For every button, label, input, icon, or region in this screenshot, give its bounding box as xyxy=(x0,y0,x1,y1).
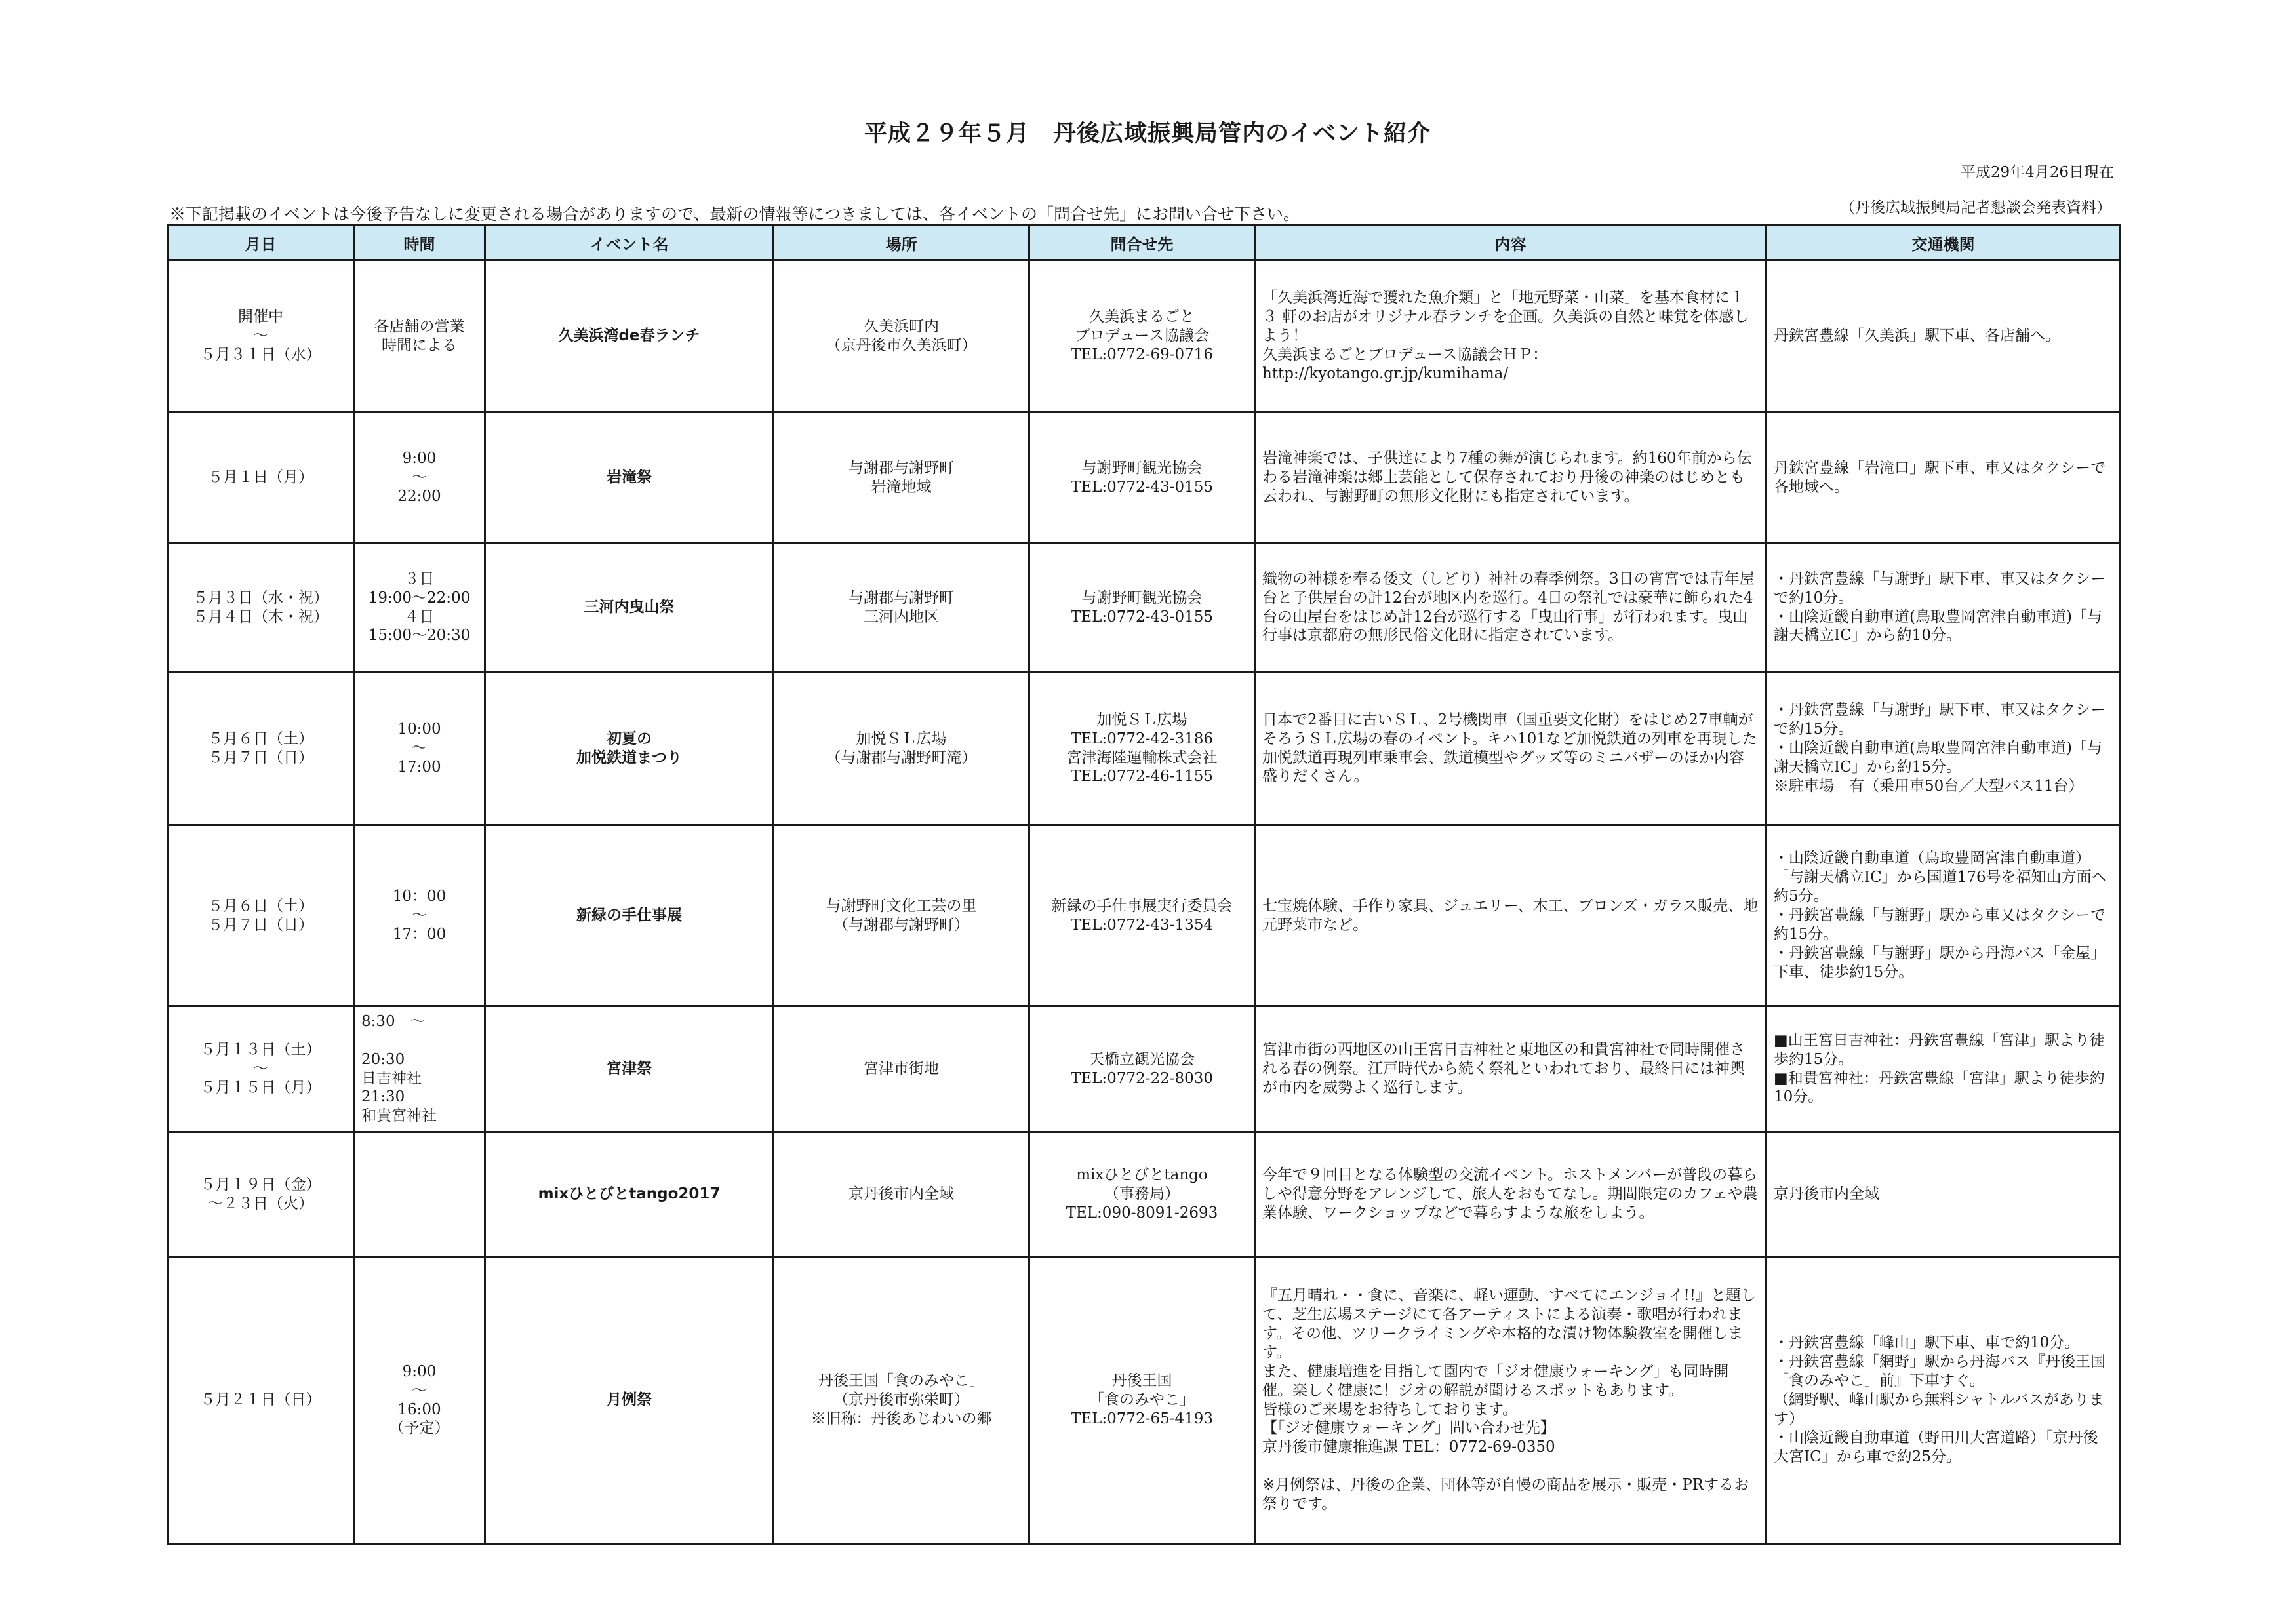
cell-content: 「久美浜湾近海で獲れた魚介類」と「地元野菜・山菜」を基本食材に１３ 軒のお店がオリジナル春ランチを企画。久美浜の自然と味覚を体感しよう！ 久美浜まるごとプロデュース協議会ＨＰ： http://kyotango.gr.jp/kumihama/ xyxy=(1255,260,1766,412)
cell-content: 『五月晴れ・・食に、音楽に、軽い運動、すべてにエンジョイ!!』と題して、芝生広場ステージにて各アーティストによる演奏・歌唱が行われます。その他、ツリークライミングや本格的な漬け物体験教室を開催します。 また、健康増進を目指して園内で「ジオ健康ウォーキング」も同時開催。楽しく健康に！ジオの解説が聞けるスポットもあります。 皆様のご来場をお待ちしております。 【「ジオ健康ウォーキング」問い合わせ先】 京丹後市健康推進課 TEL：0772-69-0350 ※月例祭は、丹後の企業、団体等が自慢の商品を展示・販売・PRするお祭りです。 xyxy=(1255,1257,1766,1544)
cell-date: ５月１３日（土） ～ ５月１５日（月） xyxy=(168,1006,354,1132)
column-header-time: 時間 xyxy=(354,226,485,260)
cell-event-name: 岩滝祭 xyxy=(485,412,774,544)
cell-event-name: 三河内曳山祭 xyxy=(485,544,774,672)
table-row xyxy=(168,1257,2121,1544)
cell-date: 開催中 ～ ５月３１日（水） xyxy=(168,260,354,412)
cell-contact: 丹後王国 「食のみやこ」 TEL:0772-65-4193 xyxy=(1029,1257,1255,1544)
cell-place: 京丹後市内全域 xyxy=(774,1132,1029,1257)
column-header-event-name: イベント名 xyxy=(485,226,774,260)
cell-event-name: mixひとびとtango2017 xyxy=(485,1132,774,1257)
cell-time: 8:30 ～ 20:30 日吉神社 21:30 和貴宮神社 xyxy=(354,1006,485,1132)
table-row xyxy=(168,1006,2121,1132)
cell-date: ５月１９日（金） ～２３日（火） xyxy=(168,1132,354,1257)
column-header-contact: 問合せ先 xyxy=(1029,226,1255,260)
cell-access: 丹鉄宮豊線「岩滝口」駅下車、車又はタクシーで各地域へ。 xyxy=(1766,412,2121,544)
table-row xyxy=(168,825,2121,1006)
column-header-access: 交通機関 xyxy=(1766,226,2121,260)
table-row xyxy=(168,672,2121,825)
cell-access: 京丹後市内全域 xyxy=(1766,1132,2121,1257)
cell-contact: 久美浜まるごと プロデュース協議会 TEL:0772-69-0716 xyxy=(1029,260,1255,412)
table-header-row xyxy=(168,226,2121,260)
cell-event-name: 宮津祭 xyxy=(485,1006,774,1132)
cell-event-name: 久美浜湾de春ランチ xyxy=(485,260,774,412)
cell-time: 9:00 ～ 16:00 （予定） xyxy=(354,1257,485,1544)
table-row xyxy=(168,1132,2121,1257)
table-row xyxy=(168,544,2121,672)
column-header-content: 内容 xyxy=(1255,226,1766,260)
cell-content: 七宝焼体験、手作り家具、ジュエリー、木工、ブロンズ・ガラス販売、地元野菜市など。 xyxy=(1255,825,1766,1006)
table-row xyxy=(168,260,2121,412)
cell-contact: 与謝野町観光協会 TEL:0772-43-0155 xyxy=(1029,544,1255,672)
cell-content: 日本で2番目に古いＳＬ、2号機関車（国重要文化財）をはじめ27車輌がそろうＳＬ広場の春のイベント。キハ101など加悦鉄道の列車を再現した加悦鉄道再現列車乗車会、鉄道模型やグッズ等のミニバザーのほか内容盛りだくさん。 xyxy=(1255,672,1766,825)
cell-time: 9:00 ～ 22:00 xyxy=(354,412,485,544)
cell-access: 丹鉄宮豊線「久美浜」駅下車、各店舗へ。 xyxy=(1766,260,2121,412)
cell-time: ３日 19:00～22:00 ４日 15:00～20:30 xyxy=(354,544,485,672)
cell-place: 与謝郡与謝野町 岩滝地域 xyxy=(774,412,1029,544)
cell-access: ・丹鉄宮豊線「与謝野」駅下車、車又はタクシーで約10分。 ・山陰近畿自動車道(鳥取豊岡宮津自動車道)「与謝天橋立IC」から約10分。 xyxy=(1766,544,2121,672)
cell-time xyxy=(354,1132,485,1257)
cell-content: 織物の神様を奉る倭文（しどり）神社の春季例祭。3日の宵宮では青年屋台と子供屋台の計12台が地区内を巡行。4日の祭礼では豪華に飾られた4台の山屋台をはじめ計12台が巡行する「曳山行事」が行われます。曳山行事は京都府の無形民俗文化財に指定されています。 xyxy=(1255,544,1766,672)
column-header-date: 月日 xyxy=(168,226,354,260)
cell-contact: 天橋立観光協会 TEL:0772-22-8030 xyxy=(1029,1006,1255,1132)
cell-date: ５月１日（月） xyxy=(168,412,354,544)
cell-place: 与謝郡与謝野町 三河内地区 xyxy=(774,544,1029,672)
as-of-date: 平成29年4月26日現在 xyxy=(1960,164,2114,181)
cell-place: 加悦ＳＬ広場 （与謝郡与謝野町滝） xyxy=(774,672,1029,825)
cell-place: 久美浜町内 （京丹後市久美浜町） xyxy=(774,260,1029,412)
cell-contact: 与謝野町観光協会 TEL:0772-43-0155 xyxy=(1029,412,1255,544)
cell-time: 10:00 ～ 17:00 xyxy=(354,672,485,825)
events-table xyxy=(167,224,2121,1545)
cell-access: ■山王宮日吉神社：丹鉄宮豊線「宮津」駅より徒歩約15分。 ■和貴宮神社：丹鉄宮豊線「宮津」駅より徒歩約10分。 xyxy=(1766,1006,2121,1132)
cell-date: ５月６日（土） ５月７日（日） xyxy=(168,825,354,1006)
cell-date: ５月３日（水・祝） ５月４日（木・祝） xyxy=(168,544,354,672)
cell-contact: 加悦ＳＬ広場 TEL:0772-42-3186 宮津海陸運輸株式会社 TEL:0772-46-1155 xyxy=(1029,672,1255,825)
cell-content: 岩滝神楽では、子供達により7種の舞が演じられます。約160年前から伝わる岩滝神楽は郷土芸能として保存されており丹後の神楽のはじめとも云われ、与謝野町の無形文化財にも指定されています。 xyxy=(1255,412,1766,544)
cell-date: ５月６日（土） ５月７日（日） xyxy=(168,672,354,825)
cell-access: ・丹鉄宮豊線「峰山」駅下車、車で約10分。 ・丹鉄宮豊線「網野」駅から丹海バス『丹後王国「食のみやこ」前』下車すぐ。 （網野駅、峰山駅から無料シャトルバスがあります） ・山陰近畿自動車道（野田川大宮道路）「京丹後大宮IC」から車で約25分。 xyxy=(1766,1257,2121,1544)
cell-place: 丹後王国「食のみやこ」 （京丹後市弥栄町） ※旧称：丹後あじわいの郷 xyxy=(774,1257,1029,1544)
cell-access: ・丹鉄宮豊線「与謝野」駅下車、車又はタクシーで約15分。 ・山陰近畿自動車道(鳥取豊岡宮津自動車道)「与謝天橋立IC」から約15分。 ※駐車場 有（乗用車50台／大型バス11台） xyxy=(1766,672,2121,825)
page-title: 平成２９年５月 丹後広域振興局管内のイベント紹介 xyxy=(864,121,1431,147)
cell-content: 宮津市街の西地区の山王宮日吉神社と東地区の和貴宮神社で同時開催される春の例祭。江戸時代から続く祭礼といわれており、最終日には神輿が市内を威勢よく巡行します。 xyxy=(1255,1006,1766,1132)
cell-content: 今年で９回目となる体験型の交流イベント。ホストメンバーが普段の暮らしや得意分野をアレンジして、旅人をおもてなし。期間限定のカフェや農業体験、ワークショップなどで暮らすような旅をしよう。 xyxy=(1255,1132,1766,1257)
cell-contact: 新緑の手仕事展実行委員会 TEL:0772-43-1354 xyxy=(1029,825,1255,1006)
disclaimer-notice: ※下記掲載のイベントは今後予告なしに変更される場合がありますので、最新の情報等につきましては、各イベントの「問合せ先」にお問い合せ下さい。 xyxy=(169,205,1300,224)
cell-place: 与謝野町文化工芸の里 （与謝郡与謝野町） xyxy=(774,825,1029,1006)
cell-time: 各店舗の営業 時間による xyxy=(354,260,485,412)
cell-event-name: 月例祭 xyxy=(485,1257,774,1544)
cell-time: 10：00 ～ 17：00 xyxy=(354,825,485,1006)
cell-place: 宮津市街地 xyxy=(774,1006,1029,1132)
cell-access: ・山陰近畿自動車道（鳥取豊岡宮津自動車道）「与謝天橋立IC」から国道176号を福知山方面へ約5分。 ・丹鉄宮豊線「与謝野」駅から車又はタクシーで約15分。 ・丹鉄宮豊線「与謝野」駅から丹海バス「金屋」下車、徒歩約15分。 xyxy=(1766,825,2121,1006)
table-row xyxy=(168,412,2121,544)
cell-date: ５月２１日（日） xyxy=(168,1257,354,1544)
source-note: （丹後広域振興局記者懇談会発表資料） xyxy=(1840,199,2111,216)
cell-contact: mixひとびとtango （事務局） TEL:090-8091-2693 xyxy=(1029,1132,1255,1257)
cell-event-name: 新緑の手仕事展 xyxy=(485,825,774,1006)
column-header-place: 場所 xyxy=(774,226,1029,260)
cell-event-name: 初夏の 加悦鉄道まつり xyxy=(485,672,774,825)
